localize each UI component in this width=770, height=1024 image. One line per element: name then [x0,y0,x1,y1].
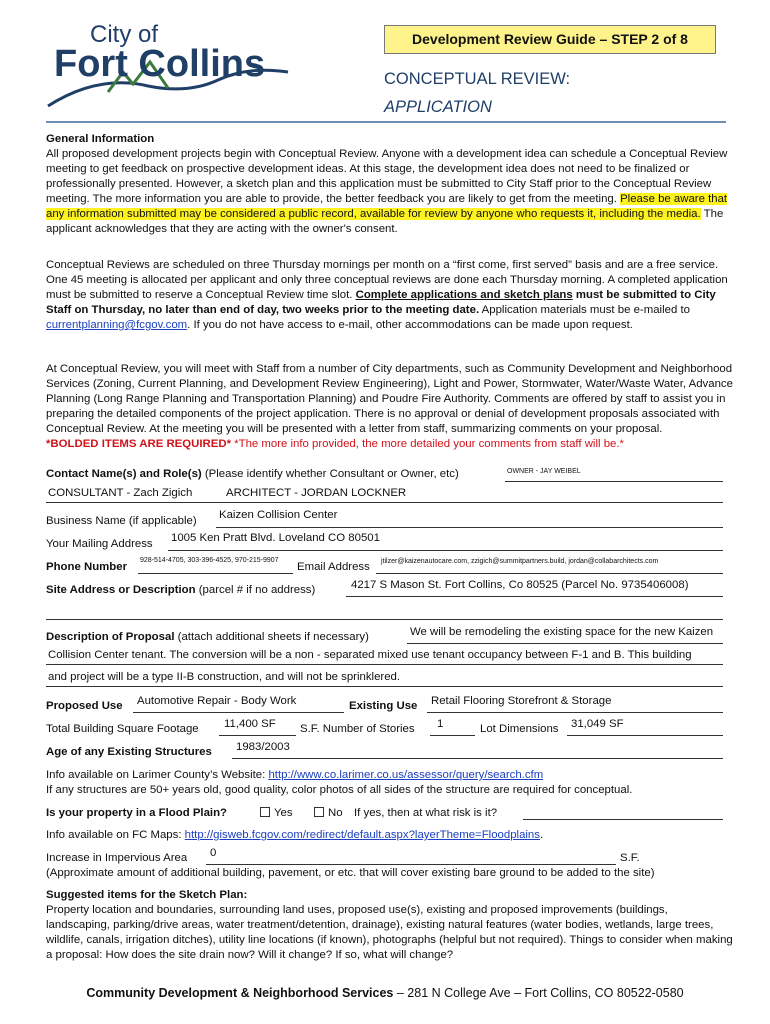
stories-field[interactable] [430,735,475,736]
impervious-label: Increase in Impervious Area [46,852,188,864]
flood-risk-label: If yes, then at what risk is it? [354,807,498,819]
p1-text: All proposed development projects begin with Conceptual Review. Anyone with a development idea can schedule a Conceptual Review meeting to get feedback on prospective development ideas. At this stage, the development idea does not need to be finalized or professionally presented. However, a sketch plan and this application must be submitted to City Staff prior to the Conceptual Review meeting. The more information you are able to provide, the better feedback you are likely to get from the meeting. [46,148,728,205]
contact-consultant-value: CONSULTANT - Zach Zigich [48,487,193,499]
contact-label-row [46,467,459,482]
p1-consent: The applicant acknowledges that they are acting with the owner's consent. [46,208,724,235]
site-label: Site Address or Description [46,584,196,596]
desc-field-3[interactable] [46,686,723,687]
general-paragraph-3 [46,362,734,452]
fcmaps-text: Info available on FC Maps: [46,829,182,841]
larimer-row [46,768,734,798]
desc-hint: (attach additional sheets if necessary) [177,631,369,643]
phone-field[interactable] [138,573,293,574]
stories-label: S.F. Number of Stories [300,723,415,735]
p2-deadline: must be submitted to City Staff on Thursday, no later than end of day, two weeks prior to the meeting date. [46,289,716,316]
desc-value-3: and project will be a type II-B construction, and will not be sprinklered. [48,671,401,683]
p2-email-tail: . If you do not have access to e-mail, other accommodations can be made upon request. [187,319,633,331]
p2-requirement-underlined: Complete applications and sketch plans [355,289,573,301]
fcmaps-row: Info available on FC Maps: http://gisweb.fcgov.com/redirect/default.aspx?layerTheme=Floodplains. [46,829,544,841]
header-divider [46,121,726,123]
site-line-2[interactable] [46,619,723,620]
flood-label: Is your property in a Flood Plain? [46,807,228,819]
lot-value: 31,049 SF [571,718,624,730]
general-paragraph-1 [46,147,734,237]
detail-note: *The more info provided, the more detailed your comments from staff will be.* [231,438,624,450]
contact-line[interactable] [505,481,723,482]
logo-text-top: City of [90,21,159,48]
larimer-text: Info available on Larimer County’s Website: [46,769,266,781]
desc-value-2: Collision Center tenant. The conversion will be a non - separated mixed use tenant occupancy between F-1 and B. This building [48,649,692,661]
existing-label: Existing Use [349,700,418,712]
sketch-heading: Suggested items for the Sketch Plan: [46,889,248,901]
existing-field[interactable] [427,712,723,713]
flood-risk-field[interactable] [523,819,723,820]
p2-email-intro: Application materials must be e-mailed to [481,304,690,316]
flood-yes-option[interactable] [260,806,293,821]
public-record-notice: Please be aware that any information submitted may be considered a public record, available for review by anyone who requests it, including the media. [46,193,728,220]
city-logo [38,14,308,114]
stories-value: 1 [437,718,444,730]
flood-no-option[interactable] [314,806,343,821]
general-paragraph-2 [46,258,734,333]
logo-text-main: Fort Collins [54,43,266,85]
larimer-link[interactable]: http://www.co.larimer.co.us/assessor/query/search.cfm [268,769,544,781]
footer-address: – 281 N College Ave – Fort Collins, CO 80522-0580 [393,986,684,1000]
phone-label: Phone Number [46,561,128,573]
business-field[interactable] [216,527,723,528]
step-banner: Development Review Guide – STEP 2 of 8 [384,25,716,54]
impervious-field[interactable] [206,864,616,865]
required-note: *BOLDED ITEMS ARE REQUIRED* [46,438,232,450]
photos-requirement: If any structures are 50+ years old, good quality, color photos of all sides of the structure are required for conceptual. [46,784,633,796]
phone-value: 928-514-4705, 303-396-4525, 970-215-9907 [140,557,279,564]
flood-yes-checkbox[interactable] [260,807,270,817]
impervious-value: 0 [210,847,217,859]
contact-owner-value: OWNER - JAY WEIBEL [507,468,581,475]
impervious-note: (Approximate amount of additional building, pavement, or etc. that will cover existing bare ground to be added to the site) [46,867,655,879]
page-title: CONCEPTUAL REVIEW: [384,70,571,88]
age-value: 1983/2003 [236,741,290,753]
desc-value-1: We will be remodeling the existing space for the new Kaizen [410,626,714,638]
page-subtitle: APPLICATION [384,98,492,116]
sqft-value: 11,400 SF [224,718,276,730]
proposed-value: Automotive Repair - Body Work [137,695,297,707]
lot-label: Lot Dimensions [480,723,559,735]
email-field[interactable] [376,573,723,574]
desc-field-1[interactable] [407,643,723,644]
footer [0,986,770,1001]
lot-field[interactable] [567,735,723,736]
business-value: Kaizen Collision Center [219,509,338,521]
flood-no-label: No [328,807,343,819]
general-heading: General Information [46,133,155,145]
age-field[interactable] [232,758,723,759]
sketch-text: Property location and boundaries, surrounding land uses, proposed use(s), existing and proposed improvements (buildings, landscaping, parking/drive areas, water treatment/detention, drainage), existing natural features (water bodies, wetlands, large trees, wildlife, canals, irrigation ditches), utility line locations (if known), photographs (helpful but not required). Things to consider when making a proposal: How does the site drain now? Will it change? If so, what will change? [46,904,733,961]
p2-text: Conceptual Reviews are scheduled on three Thursday mornings per month on a “first come, first served” basis and are a free service. One 45 meeting is allocated per applicant and only three conceptual reviews are done each Thursday morning. A completed application must be submitted to reserve a Conceptual Review time slot. [46,259,728,301]
desc-label-row [46,630,369,645]
site-label-row [46,583,315,598]
mailing-label: Your Mailing Address [46,538,153,550]
desc-field-2[interactable] [46,664,723,665]
email-value: jtilzer@kaizenautocare.com, zzigich@summitpartners.build, jordan@collabarchitects.com [381,558,659,565]
site-value: 4217 S Mason St. Fort Collins, Co 80525 (Parcel No. 9735406008) [351,579,689,591]
contact-line-2[interactable] [46,502,723,503]
flood-no-checkbox[interactable] [314,807,324,817]
sqft-label: Total Building Square Footage [46,723,199,735]
p3-text: At Conceptual Review, you will meet with Staff from a number of City departments, such as Community Development and Neighborhood Services (Zoning, Current Planning, and Development Review Engineering), Light and Power, Stormwater, Water/Waste Water, Advance Planning (Long Range Planning and Transportation Planning) and Poudre Fire Authority. Comments are offered by staff to assist you in preparing the detailed components of the project application. There is no approval or denial of development proposals associated with Conceptual Review. At the meeting you will be presented with a letter from staff, summarizing comments on your proposal. [46,363,733,435]
desc-label: Description of Proposal [46,631,175,643]
age-label: Age of any Existing Structures [46,746,212,758]
impervious-unit: S.F. [620,852,640,864]
contact-hint: (Please identify whether Consultant or Owner, etc) [204,468,459,480]
flood-yes-label: Yes [274,807,293,819]
mailing-field[interactable] [168,550,723,551]
proposed-field[interactable] [133,712,344,713]
footer-department: Community Development & Neighborhood Services [86,986,394,1000]
site-hint: (parcel # if no address) [198,584,316,596]
mailing-value: 1005 Ken Pratt Blvd. Loveland CO 80501 [171,532,380,544]
sqft-field[interactable] [219,735,296,736]
fcmaps-link[interactable]: http://gisweb.fcgov.com/redirect/default.aspx?layerTheme=Floodplains [184,829,540,841]
email-label: Email Address [297,561,370,573]
business-label: Business Name (if applicable) [46,515,197,527]
proposed-label: Proposed Use [46,700,123,712]
existing-value: Retail Flooring Storefront & Storage [431,695,612,707]
site-field[interactable] [346,596,723,597]
contact-label: Contact Name(s) and Role(s) [46,468,202,480]
email-link[interactable]: currentplanning@fcgov.com [46,319,188,331]
contact-architect-value: ARCHITECT - JORDAN LOCKNER [226,487,407,499]
